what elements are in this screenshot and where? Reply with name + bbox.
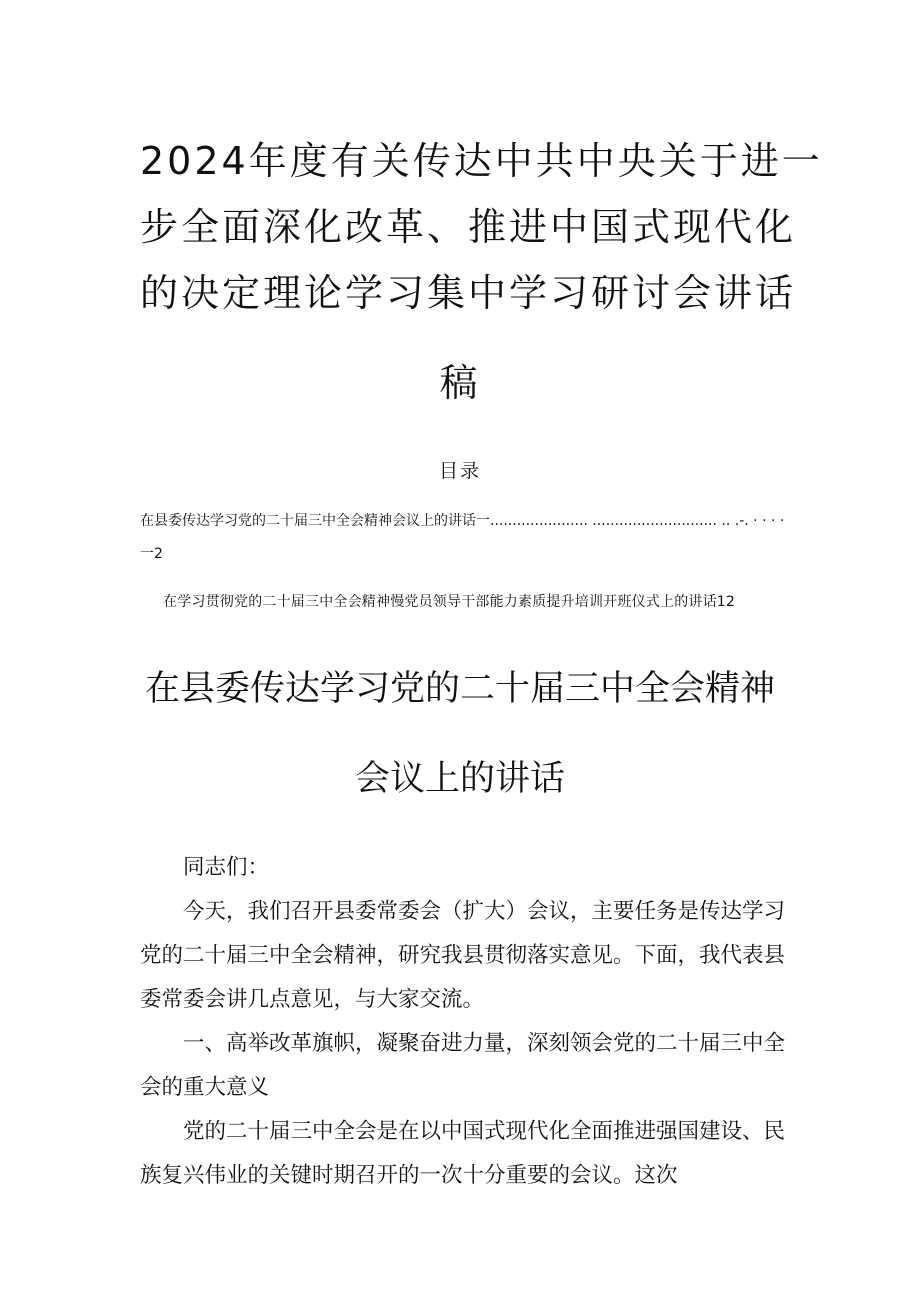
toc-heading: 目录 [438,460,481,482]
section-title-line-2: 会议上的讲话 [354,759,565,799]
document-title-line-1: 2024年度有关传达中共中央关于进一 [140,139,823,183]
toc-entry-1-leader: ...................... ............................ .. .-. · · · · [490,513,785,529]
section-title [100,664,820,804]
toc-entry-1-page: 一2 [140,546,163,562]
section-title-line-1: 在县委传达学习党的二十届三中全会精神 [144,669,775,709]
toc-entry-1[interactable] [140,510,784,530]
document-title-line-2: 步全面深化改革、推进中国式现代化 [140,205,797,249]
toc-entry-2[interactable]: 在学习贯彻党的二十届三中全会精神慢党员领导干部能力素质提升培训开班仪式上的讲话12 [163,594,736,610]
toc-entry-1-text: 在县委传达学习党的二十届三中全会精神会议上的讲话一 [140,513,490,529]
document-title-line-3: 的决定理论学习集中学习研讨会讲话 [140,271,797,315]
body-paragraph: 今天，我们召开县委常委会（扩大）会议，主要任务是传达学习党的二十届三中全会精神，研究我县贯彻落实意见。下面，我代表县委常委会讲几点意见，与大家交流。 [140,899,786,1012]
document-title [140,128,823,416]
body-heading-1: 一、高举改革旗帜，凝聚奋进力量，深刻领会党的二十届三中全会的重大意义 [140,1031,786,1100]
section-body [140,846,790,1198]
salutation: 同志们： [183,855,270,880]
body-paragraph: 党的二十届三中全会是在以中国式现代化全面推进强国建设、民族复兴伟业的关键时期召开的一次十分重要的会议。这次 [140,1119,786,1188]
document-title-line-4: 稿 [439,361,481,405]
